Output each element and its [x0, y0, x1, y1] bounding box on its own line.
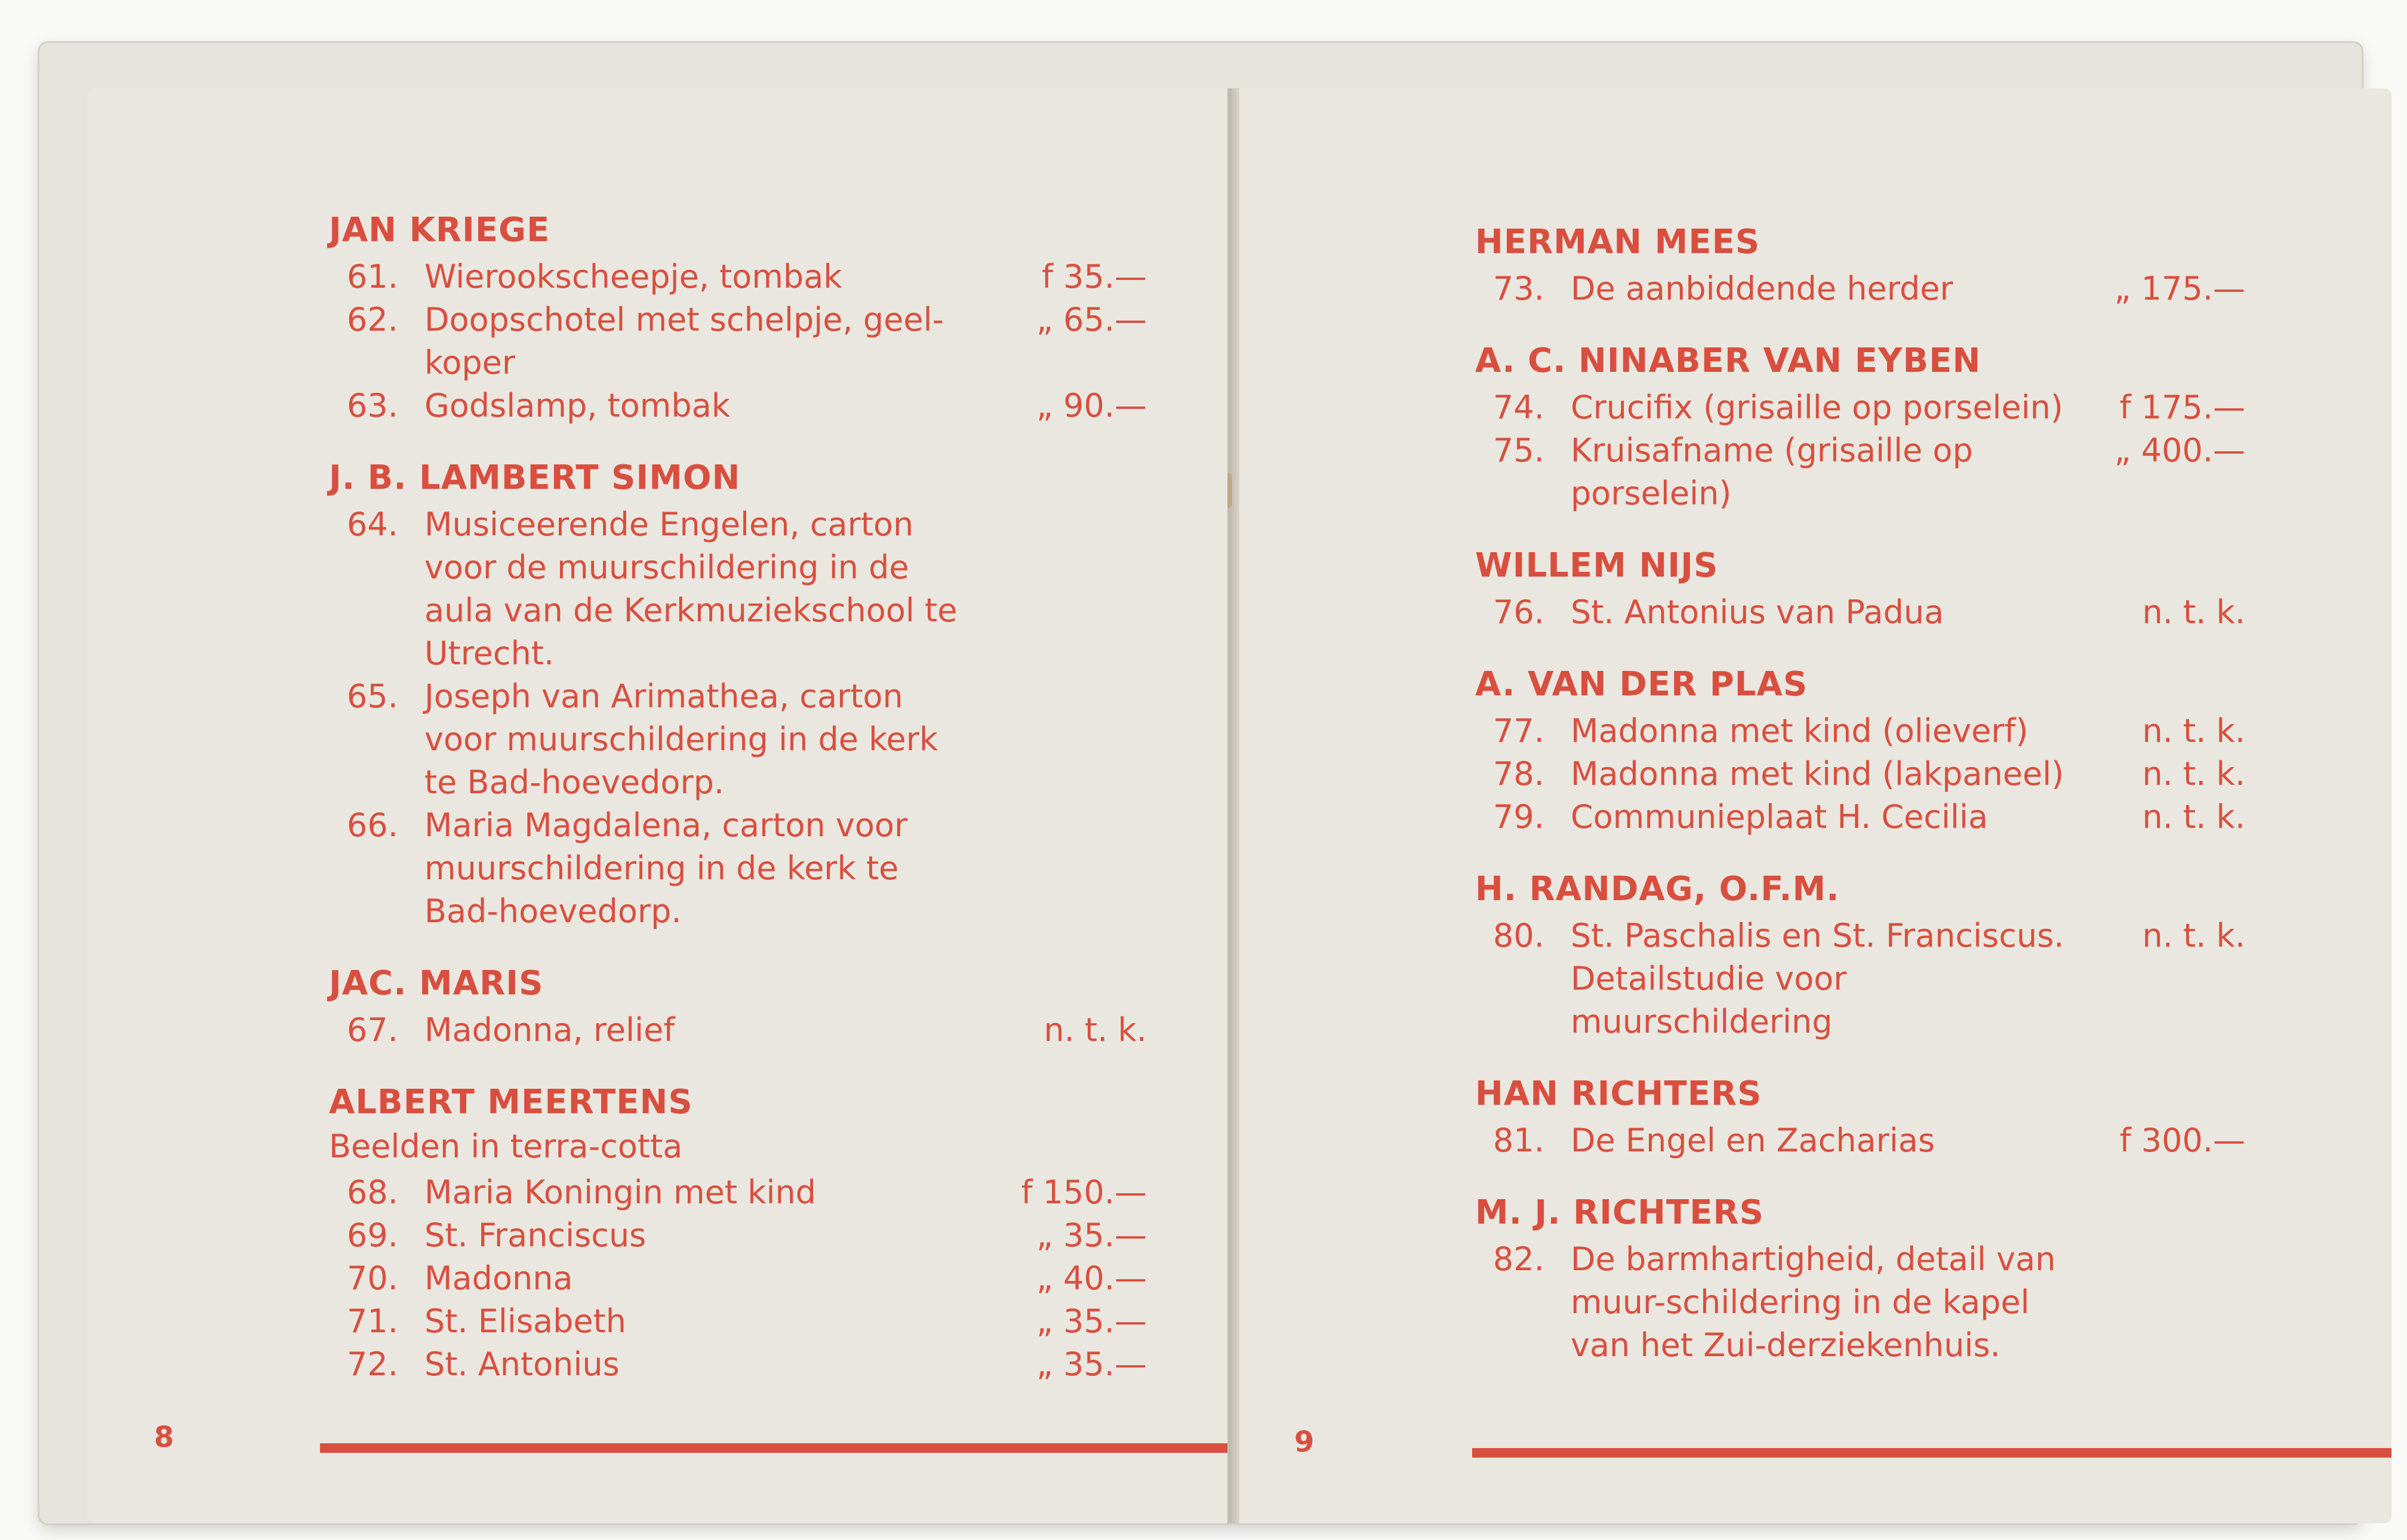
catalog-item — [1475, 386, 2245, 429]
catalog-item — [329, 1343, 1147, 1386]
item-number: 63. — [347, 387, 398, 424]
item-title: De barmhartigheid, detail van muur-schildering in de kapel van het Zui-derziekenhuis. — [1571, 1240, 2056, 1364]
item-price: n. t. k. — [2142, 593, 2245, 631]
item-title: Doopschotel met schelpje, geel-koper — [424, 301, 944, 381]
item-price: n. t. k. — [2142, 917, 2245, 954]
catalog-item — [329, 298, 1147, 384]
catalog-item — [329, 804, 1147, 933]
item-number: 64. — [347, 506, 398, 543]
catalog-item — [329, 1257, 1147, 1300]
item-number: 66. — [347, 806, 398, 844]
item-number: 75. — [1493, 432, 1544, 469]
item-number: 68. — [347, 1174, 398, 1211]
item-title: De aanbiddende herder — [1571, 270, 1953, 307]
right-page-entries — [1475, 223, 2245, 1398]
item-number: 73. — [1493, 270, 1544, 307]
item-price: f 35.— — [1041, 258, 1147, 295]
item-title: Madonna met kind (olieverf) — [1571, 712, 2029, 750]
catalog-item — [1475, 267, 2245, 310]
item-number: 82. — [1493, 1240, 1544, 1278]
item-price: „ 35.— — [1036, 1302, 1147, 1340]
artist-name: A. VAN DER PLAS — [1475, 665, 1808, 704]
catalog-item — [329, 1171, 1147, 1214]
item-title: Madonna met kind (lakpaneel) — [1571, 755, 2064, 793]
item-title: St. Antonius — [424, 1345, 620, 1383]
item-number: 79. — [1493, 798, 1544, 836]
item-number: 71. — [347, 1302, 398, 1340]
artist-name: JAN KRIEGE — [329, 211, 550, 250]
artist-name: JAC. MARIS — [329, 964, 544, 1003]
item-title: Godslamp, tombak — [424, 387, 731, 424]
item-price: f 150.— — [1021, 1174, 1147, 1211]
item-price: n. t. k. — [1044, 1011, 1147, 1049]
item-price: n. t. k. — [2142, 798, 2245, 836]
catalog-item — [329, 1214, 1147, 1257]
artist-name: M. J. RICHTERS — [1475, 1193, 1764, 1232]
item-number: 65. — [347, 677, 398, 715]
item-number: 67. — [347, 1011, 398, 1049]
item-price: „ 175.— — [2114, 270, 2245, 307]
catalog-item — [329, 675, 1147, 804]
right-page — [1239, 88, 2391, 1523]
item-number: 80. — [1493, 917, 1544, 954]
artist-name: J. B. LAMBERT SIMON — [329, 458, 741, 497]
item-title: Communieplaat H. Cecilia — [1571, 798, 1989, 836]
artist-section — [329, 458, 1147, 933]
item-number: 74. — [1493, 389, 1544, 426]
item-number: 69. — [347, 1216, 398, 1254]
item-number: 76. — [1493, 593, 1544, 631]
item-number: 72. — [347, 1345, 398, 1383]
artist-name: WILLEM NIJS — [1475, 546, 1719, 585]
section-subtitle: Beelden in terra-cotta — [329, 1128, 683, 1165]
item-number: 81. — [1493, 1122, 1544, 1159]
item-title: Wierookscheepje, tombak — [424, 258, 842, 295]
item-number: 78. — [1493, 755, 1544, 793]
item-number: 62. — [347, 301, 398, 338]
item-title: Maria Koningin met kind — [424, 1174, 816, 1211]
catalog-item — [1475, 796, 2245, 839]
catalog-item — [329, 503, 1147, 675]
item-title: Madonna, relief — [424, 1011, 675, 1049]
item-title: Madonna — [424, 1259, 573, 1297]
artist-name: ALBERT MEERTENS — [329, 1083, 693, 1122]
item-price: „ 40.— — [1036, 1259, 1147, 1297]
item-number: 61. — [347, 258, 398, 295]
catalog-item — [1475, 914, 2245, 1043]
catalog-item — [1475, 1119, 2245, 1162]
booklet — [39, 43, 2362, 1523]
catalog-item — [329, 255, 1147, 298]
item-number: 70. — [347, 1259, 398, 1297]
catalog-item — [329, 1009, 1147, 1052]
catalog-item — [329, 384, 1147, 427]
item-title: Maria Magdalena, carton voor muurschildering in de kerk te Bad-hoevedorp. — [424, 806, 908, 930]
page-number-right: 9 — [1294, 1425, 1315, 1459]
artist-section — [1475, 1193, 2245, 1367]
item-title: Musiceerende Engelen, carton voor de muurschildering in de aula van de Kerkmuziekschool te Utrecht. — [424, 506, 958, 672]
item-price: „ 400.— — [2114, 432, 2245, 469]
item-price: n. t. k. — [2142, 712, 2245, 750]
item-title: Joseph van Arimathea, carton voor muurschildering in de kerk te Bad-hoevedorp. — [424, 677, 938, 801]
catalog-item — [1475, 753, 2245, 796]
artist-section — [329, 1083, 1147, 1386]
artist-section — [329, 964, 1147, 1052]
item-title: St. Antonius van Padua — [1571, 593, 1944, 631]
item-price: f 300.— — [2119, 1122, 2245, 1159]
artist-name: A. C. NINABER VAN EYBEN — [1475, 341, 1981, 380]
catalog-item — [1475, 710, 2245, 753]
item-price: „ 35.— — [1036, 1345, 1147, 1383]
footer-rule-left — [320, 1443, 1227, 1453]
left-page-entries — [329, 211, 1147, 1417]
page-number-left: 8 — [154, 1421, 174, 1454]
item-price: n. t. k. — [2142, 755, 2245, 793]
footer-rule-right — [1472, 1448, 2391, 1458]
item-price: f 175.— — [2119, 389, 2245, 426]
catalog-item — [1475, 1238, 2245, 1367]
item-title: Crucifix (grisaille op porselein) — [1571, 389, 2064, 426]
artist-section — [1475, 223, 2245, 310]
artist-section — [1475, 665, 2245, 839]
item-number: 77. — [1493, 712, 1544, 750]
item-price: „ 90.— — [1036, 387, 1147, 424]
item-title: De Engel en Zacharias — [1571, 1122, 1935, 1159]
catalog-item — [1475, 591, 2245, 634]
item-title: St. Elisabeth — [424, 1302, 627, 1340]
artist-name: HERMAN MEES — [1475, 223, 1760, 261]
artist-section — [1475, 1074, 2245, 1162]
left-page — [87, 88, 1227, 1523]
artist-section — [1475, 546, 2245, 634]
item-title: St. Franciscus — [424, 1216, 647, 1254]
item-title: St. Paschalis en St. Franciscus. Detailstudie voor muurschildering — [1571, 917, 2064, 1040]
item-price: „ 35.— — [1036, 1216, 1147, 1254]
artist-section — [1475, 870, 2245, 1043]
artist-name: H. RANDAG, O.F.M. — [1475, 870, 1840, 908]
catalog-item — [1475, 429, 2245, 515]
item-title: Kruisafname (grisaille op porselein) — [1571, 432, 1973, 512]
item-price: „ 65.— — [1036, 301, 1147, 338]
catalog-item — [329, 1300, 1147, 1343]
artist-section — [329, 211, 1147, 427]
artist-name: HAN RICHTERS — [1475, 1074, 1762, 1113]
artist-section — [1475, 341, 2245, 515]
